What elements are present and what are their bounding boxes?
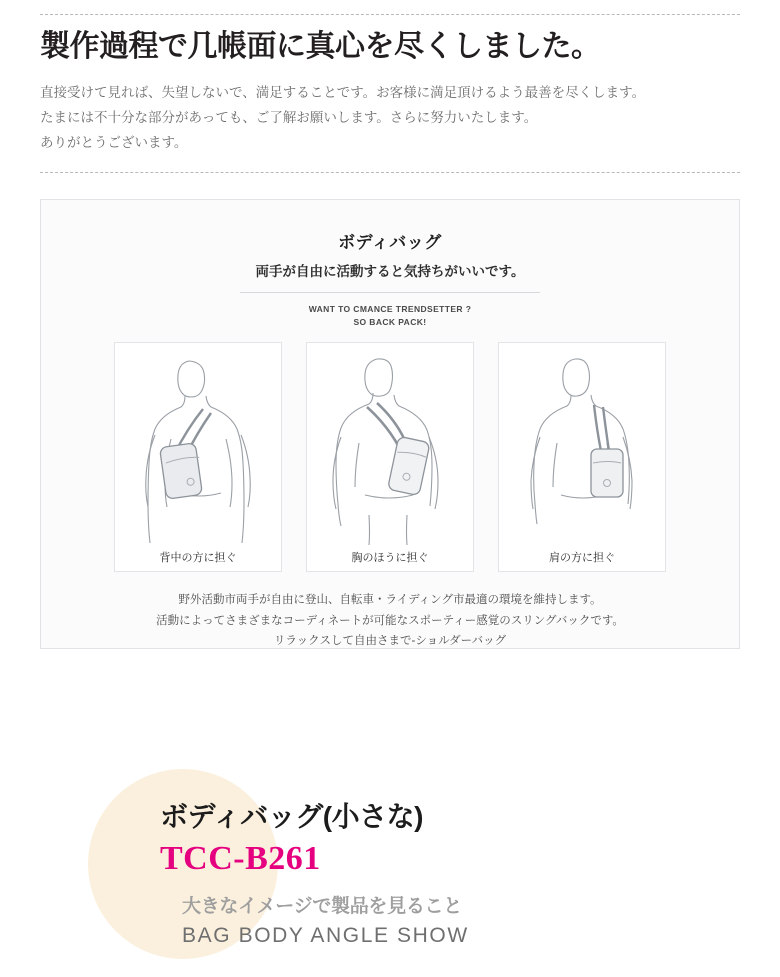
header-description-line-1: 直接受けて見れば、失望しないで、満足することです。お客様に満足頂けるよう最善を尽くします。	[40, 85, 646, 100]
header-description	[40, 81, 740, 156]
panel-title: ボディバッグ	[338, 232, 442, 252]
header-description-line-3: ありがとうございます。	[40, 134, 188, 150]
panel-divider	[240, 292, 540, 293]
figure-row	[41, 342, 739, 572]
figure-chest-illustration	[307, 343, 473, 553]
panel-english-line-2: SO BACK PACK!	[353, 316, 427, 327]
bottom-divider	[40, 172, 740, 173]
header-section	[0, 14, 780, 173]
panel-footer-text	[41, 590, 739, 650]
figure-back	[114, 342, 282, 572]
product-name: ボディバッグ(小さな)	[160, 801, 423, 832]
figure-shoulder	[498, 342, 666, 572]
figure-chest	[306, 342, 474, 572]
bag-shape	[160, 443, 203, 500]
product-description-jp: 大きなイメージで製品を見ること	[182, 896, 462, 918]
figure-shoulder-caption: 肩の方に担ぐ	[549, 552, 615, 565]
page-title: 製作過程で几帳面に真心を尽くしました。	[40, 30, 601, 63]
figure-back-illustration	[115, 343, 281, 553]
figure-chest-caption: 胸のほうに担ぐ	[351, 552, 429, 565]
bag-shape	[388, 437, 431, 496]
product-title-section	[0, 749, 780, 977]
panel-subtitle: 両手が自由に活動すると気持ちがいいです。	[255, 263, 525, 279]
figure-shoulder-illustration	[499, 343, 665, 553]
top-divider	[40, 14, 740, 15]
bag-shape	[591, 449, 623, 497]
product-description-en: BAG BODY ANGLE SHOW	[182, 924, 469, 948]
panel-footer-line-2: 活動によってさまざまなコーディネートが可能なスポーティー感覚のスリングバックです。	[156, 614, 624, 627]
panel-footer-line-1: 野外活動市両手が自由に登山、自転車・ライディング市最適の環境を維持します。	[178, 594, 602, 607]
figure-back-caption: 背中の方に担ぐ	[159, 552, 237, 565]
panel-english-line-1: WANT TO CMANCE TRENDSETTER ?	[308, 303, 472, 314]
header-description-line-2: たまには不十分な部分があっても、ご了解お願いします。さらに努力いたします。	[40, 109, 538, 125]
product-title-text	[160, 799, 469, 948]
illustration-panel	[40, 199, 740, 649]
panel-english-copy	[41, 303, 739, 329]
product-code: TCC-B261	[160, 840, 321, 877]
panel-footer-line-3: リラックスして自由さまで-ショルダーバッグ	[273, 634, 507, 647]
